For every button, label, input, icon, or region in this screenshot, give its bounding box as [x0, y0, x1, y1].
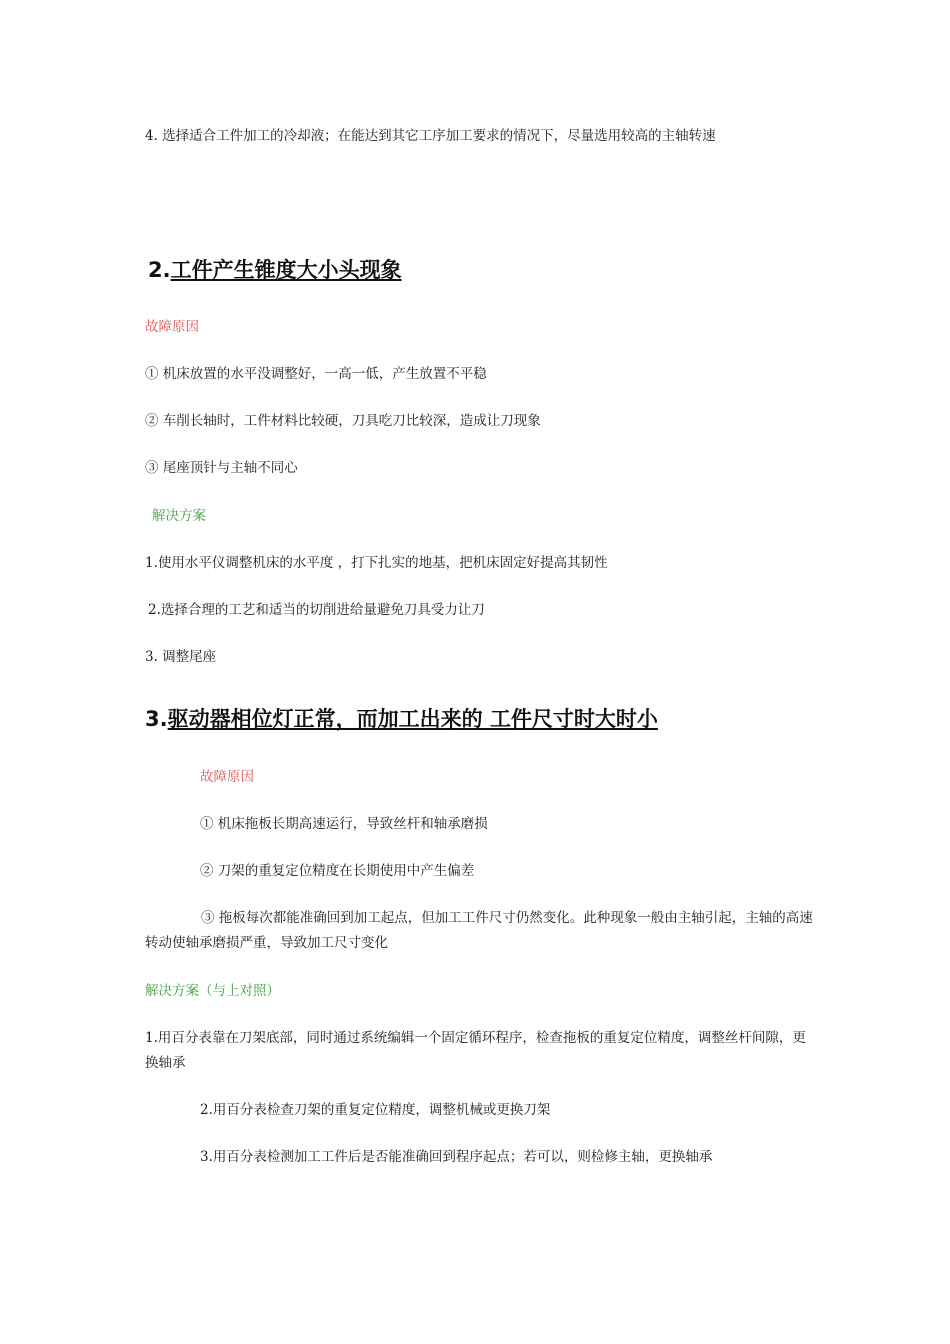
section-2-title: 工件产生锥度大小头现象 [170, 258, 402, 282]
section-2-cause-label: 故障原因 [145, 319, 199, 335]
section-2-number: 2. [148, 258, 171, 282]
section-3-cause-3: ③ 拖板每次都能准确回到加工起点，但加工工件尺寸仍然变化。此种现象一般由主轴引起，主轴的高速转动使轴承磨损严重，导致加工尺寸变化 [145, 910, 813, 951]
section-3-solution-3: 3.用百分表检测加工工件后是否能准确回到程序起点；若可以，则检修主轴，更换轴承 [200, 1149, 713, 1165]
section-2-solution-1: 1.使用水平仪调整机床的水平度 ，打下扎实的地基，把机床固定好提高其韧性 [145, 555, 608, 571]
section-3-title: 驱动器相位灯正常，而加工出来的 工件尺寸时大时小 [167, 707, 658, 731]
section-3-cause-1: ① 机床拖板长期高速运行，导致丝杆和轴承磨损 [200, 816, 488, 832]
section-2-solution-3: 3. 调整尾座 [145, 649, 217, 665]
section-3-solution-2: 2.用百分表检查刀架的重复定位精度，调整机械或更换刀架 [200, 1102, 551, 1118]
section-3-cause-2: ② 刀架的重复定位精度在长期使用中产生偏差 [200, 863, 475, 879]
section-3-heading [145, 704, 658, 734]
section-2-cause-1: ① 机床放置的水平没调整好，一高一低，产生放置不平稳 [145, 366, 487, 382]
section-2-cause-3: ③ 尾座顶针与主轴不同心 [145, 460, 298, 476]
section-2-solution-2: 2.选择合理的工艺和适当的切削进给量避免刀具受力让刀 [148, 602, 485, 618]
section-2-cause-2: ② 车削长轴时，工件材料比较硬，刀具吃刀比较深，造成让刀现象 [145, 413, 541, 429]
section-3-cause-label: 故障原因 [200, 769, 254, 785]
section-2-heading [148, 255, 402, 285]
section-3-solution-label: 解决方案（与上对照） [145, 983, 280, 999]
section-2-solution-label: 解决方案 [152, 508, 206, 524]
section-3-number: 3. [145, 707, 168, 731]
top-item-4: 4. 选择适合工件加工的冷却液；在能达到其它工序加工要求的情况下，尽量选用较高的主轴转速 [145, 128, 716, 144]
section-3-solution-1: 1.用百分表靠在刀架底部，同时通过系统编辑一个固定循环程序，检查拖板的重复定位精度，调整丝杆间隙，更换轴承 [145, 1030, 806, 1071]
